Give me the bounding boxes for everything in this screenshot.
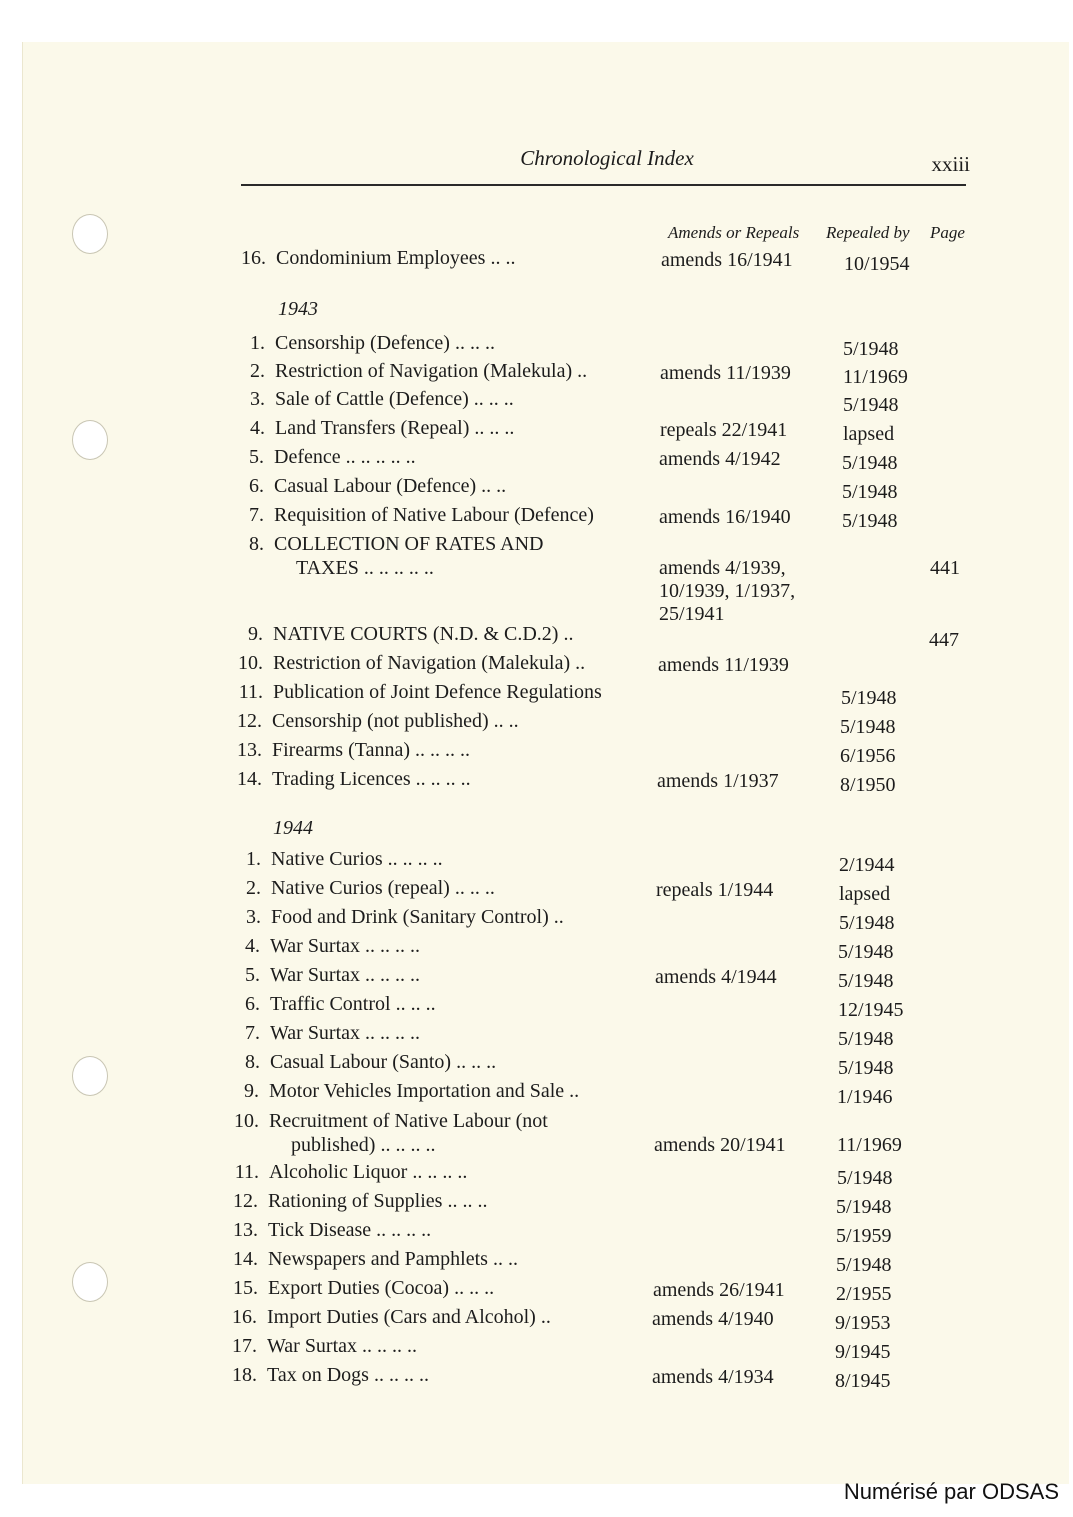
repealed-by: 5/1948: [836, 1254, 892, 1276]
repealed-by: 12/1945: [838, 999, 904, 1021]
amends-or-repeals: amends 11/1939: [660, 362, 791, 384]
leader-dots: .. ..: [487, 1248, 518, 1270]
entry-number: 7.: [249, 504, 264, 526]
entry-title-text: Sale of Cattle (Defence): [275, 388, 469, 410]
entry-title-continued: [291, 1134, 435, 1157]
amends-or-repeals: amends 11/1939: [658, 654, 789, 676]
entry-title: [275, 388, 514, 411]
repealed-by: 5/1948: [842, 510, 898, 532]
entry-number: 5.: [249, 446, 264, 468]
entry-number: 5.: [245, 964, 260, 986]
leader-dots: ..: [548, 906, 564, 928]
entry-title: [275, 332, 495, 355]
entry-title-text: War Surtax: [270, 1022, 361, 1044]
entry-number: 10.: [234, 1110, 259, 1132]
leader-dots: .. .. .. ..: [371, 1219, 432, 1241]
entry-title-text: Casual Labour (Defence): [274, 475, 477, 497]
repealed-by: 6/1956: [840, 745, 896, 767]
repealed-by: 9/1953: [835, 1312, 891, 1334]
repealed-by: 5/1948: [837, 1167, 893, 1189]
entry-number: 12.: [237, 710, 262, 732]
entry-number: 8.: [245, 1051, 260, 1073]
leader-dots: .. .. ..: [469, 417, 515, 439]
column-header-amends: Amends or Repeals: [668, 223, 800, 242]
index-entry: [0, 1335, 1073, 1363]
page-reference: 441: [930, 557, 960, 579]
entry-title: [267, 1335, 417, 1358]
repealed-by: 5/1948: [838, 941, 894, 963]
repealed-by: 10/1954: [844, 253, 910, 275]
entry-number: 15.: [233, 1277, 258, 1299]
index-entry: [0, 1161, 1073, 1189]
entry-title-text: War Surtax: [267, 1335, 358, 1357]
entry-number: 3.: [246, 906, 261, 928]
entry-title-text: Import Duties (Cars and Alcohol): [267, 1306, 536, 1328]
leader-dots: .. .. .. ..: [360, 935, 421, 957]
entry-title: [272, 739, 470, 762]
entry-number: 16.: [232, 1306, 257, 1328]
digitization-credit: Numérisé par ODSAS: [843, 1479, 1059, 1504]
year-heading: 1943: [278, 298, 318, 320]
column-header-repealed-by: Repealed by: [826, 223, 910, 242]
leader-dots: ..: [570, 652, 586, 674]
entry-title-text: Native Curios: [271, 848, 383, 870]
entry-number: 12.: [233, 1190, 258, 1212]
entry-title-text: TAXES: [296, 557, 359, 579]
index-entry: [0, 739, 1073, 767]
index-entry: [0, 906, 1073, 934]
repealed-by: 5/1948: [838, 1028, 894, 1050]
entry-title-text: Food and Drink (Sanitary Control): [271, 906, 549, 928]
amends-or-repeals-continued: 25/1941: [659, 603, 725, 625]
leader-dots: .. .. .. ..: [382, 848, 443, 870]
entry-number: 18.: [232, 1364, 257, 1386]
index-entry: [0, 623, 1073, 651]
year-heading: 1944: [273, 817, 313, 839]
entry-title: [269, 1161, 467, 1184]
repealed-by: 9/1945: [835, 1341, 891, 1363]
entry-title: [268, 1219, 431, 1242]
index-entry: [0, 1306, 1073, 1334]
entry-title: [268, 1277, 494, 1300]
index-entry: [0, 247, 1073, 275]
index-entry: [0, 964, 1073, 992]
entry-number: 9.: [244, 1080, 259, 1102]
leader-dots: .. .. .. ..: [360, 964, 421, 986]
entry-number: 13.: [237, 739, 262, 761]
entry-title-text: Censorship (Defence): [275, 332, 450, 354]
leader-dots: ..: [564, 1080, 580, 1102]
index-entry: [0, 877, 1073, 905]
repealed-by: 2/1944: [839, 854, 895, 876]
entry-number: 6.: [245, 993, 260, 1015]
index-entry: [0, 1110, 1073, 1156]
entry-title-text: Firearms (Tanna): [272, 739, 410, 761]
entry-title: [270, 1022, 420, 1045]
leader-dots: ..: [572, 360, 588, 382]
repealed-by: 5/1948: [838, 970, 894, 992]
entry-title-text: Defence: [274, 446, 341, 468]
entry-title-text: War Surtax: [270, 935, 361, 957]
entry-title-text: Newspapers and Pamphlets: [268, 1248, 488, 1270]
entry-title-text: Land Transfers (Repeal): [275, 417, 470, 439]
entry-title-text: Tick Disease: [268, 1219, 372, 1241]
entry-title-text: Publication of Joint Defence Regulations: [273, 681, 602, 703]
column-header-page: Page: [930, 223, 965, 242]
leader-dots: ..: [558, 623, 574, 645]
leader-dots: .. .. .. ..: [375, 1134, 436, 1156]
entry-number: 2.: [250, 360, 265, 382]
entry-number: 4.: [250, 417, 265, 439]
index-entry: [0, 533, 1073, 625]
amends-or-repeals: repeals 22/1941: [660, 419, 788, 441]
leader-dots: .. .. .. .. ..: [358, 557, 434, 579]
leader-dots: .. .. .. ..: [410, 739, 470, 761]
entry-title-text: Casual Labour (Santo): [270, 1051, 452, 1073]
entry-number: 13.: [233, 1219, 258, 1241]
index-entry: [0, 1277, 1073, 1305]
repealed-by: 8/1945: [835, 1370, 891, 1392]
entry-number: 14.: [237, 768, 262, 790]
index-entry: [0, 504, 1073, 532]
leader-dots: .. .. ..: [468, 388, 514, 410]
entry-number: 4.: [245, 935, 260, 957]
index-entry: [0, 1248, 1073, 1276]
index-entry: [0, 446, 1073, 474]
entry-number: 17.: [232, 1335, 257, 1357]
index-entry: [0, 1364, 1073, 1392]
entry-title: [271, 877, 495, 900]
leader-dots: .. ..: [488, 710, 519, 732]
entry-title-text: Condominium Employees: [276, 247, 486, 269]
entry-title: [272, 768, 471, 791]
leader-dots: ..: [535, 1306, 551, 1328]
entry-number: 1.: [246, 848, 261, 870]
entry-title: [269, 1080, 579, 1103]
entry-number: 11.: [238, 681, 263, 703]
repealed-by: 1/1946: [837, 1086, 893, 1108]
entry-title: [267, 1364, 429, 1387]
leader-dots: .. ..: [476, 475, 507, 497]
index-entry: [0, 475, 1073, 503]
repealed-by: 2/1955: [836, 1283, 892, 1305]
leader-dots: .. .. .. ..: [410, 768, 471, 790]
entry-title-text: Trading Licences: [272, 768, 411, 790]
amends-or-repeals: amends 16/1941: [661, 249, 793, 271]
leader-dots: .. .. ..: [390, 993, 436, 1015]
entry-title: [274, 504, 594, 527]
entry-title-text: Restriction of Navigation (Malekula): [273, 652, 571, 674]
entry-title-text: published): [291, 1134, 376, 1156]
index-entry: [0, 360, 1073, 388]
entry-title: [270, 964, 420, 987]
entry-number: 14.: [233, 1248, 258, 1270]
entry-number: 16.: [241, 247, 266, 269]
entry-title: [270, 1051, 496, 1074]
entry-title: [274, 475, 506, 498]
entry-title-text: Requisition of Native Labour (Defence): [274, 504, 594, 526]
repealed-by: 5/1948: [841, 687, 897, 709]
repealed-by: 5/1948: [842, 481, 898, 503]
entry-title: [271, 906, 564, 929]
index-entry: [0, 332, 1073, 360]
repealed-by: lapsed: [843, 423, 895, 445]
page-reference: 447: [929, 629, 959, 651]
entry-title: [269, 1110, 548, 1133]
repealed-by: lapsed: [839, 883, 891, 905]
repealed-by: 5/1948: [843, 394, 899, 416]
entry-title-text: Motor Vehicles Importation and Sale: [269, 1080, 565, 1102]
entry-title: [268, 1190, 487, 1213]
entry-title: [273, 652, 585, 675]
repealed-by: 8/1950: [840, 774, 896, 796]
entry-title-text: NATIVE COURTS (N.D. & C.D.2): [273, 623, 559, 645]
index-entry: [0, 935, 1073, 963]
repealed-by: 5/1948: [842, 452, 898, 474]
repealed-by: 5/1948: [840, 716, 896, 738]
page-number: xxiii: [931, 152, 970, 176]
leader-dots: .. ..: [485, 247, 516, 269]
repealed-by: 5/1948: [843, 338, 899, 360]
repealed-by: 5/1948: [838, 1057, 894, 1079]
leader-dots: .. .. ..: [449, 332, 495, 354]
entry-title-text: War Surtax: [270, 964, 361, 986]
leader-dots: .. .. .. ..: [368, 1364, 429, 1386]
entry-title: [276, 247, 515, 270]
amends-or-repeals-continued: 10/1939, 1/1937,: [659, 580, 796, 602]
running-head-title: Chronological Index: [520, 146, 694, 170]
entry-title: [274, 533, 543, 556]
entry-number: 2.: [246, 877, 261, 899]
index-entry: [0, 768, 1073, 796]
entry-title: [271, 848, 443, 871]
leader-dots: .. .. .. ..: [407, 1161, 468, 1183]
entry-title: [270, 935, 420, 958]
amends-or-repeals: amends 4/1944: [655, 966, 777, 988]
entry-number: 6.: [249, 475, 264, 497]
leader-dots: .. .. ..: [442, 1190, 488, 1212]
index-entry: [0, 993, 1073, 1021]
leader-dots: .. .. ..: [451, 1051, 497, 1073]
repealed-by: 5/1948: [836, 1196, 892, 1218]
entry-title: [274, 446, 416, 469]
entry-title-text: Alcoholic Liquor: [269, 1161, 408, 1183]
index-entry: [0, 388, 1073, 416]
entry-title-text: Restriction of Navigation (Malekula): [275, 360, 573, 382]
entry-title-text: Export Duties (Cocoa): [268, 1277, 450, 1299]
entry-title: [267, 1306, 551, 1329]
entry-title-text: Rationing of Supplies: [268, 1190, 443, 1212]
index-entry: [0, 1022, 1073, 1050]
repealed-by: 11/1969: [843, 366, 908, 388]
index-entry: [0, 681, 1073, 709]
amends-or-repeals: amends 20/1941: [654, 1134, 786, 1156]
entry-title-text: Recruitment of Native Labour (not: [269, 1110, 548, 1132]
entry-title: [275, 417, 514, 440]
entry-title: [275, 360, 587, 383]
entry-title: [268, 1248, 518, 1271]
entry-number: 10.: [238, 652, 263, 674]
leader-dots: .. .. ..: [449, 1277, 495, 1299]
index-entry: [0, 1190, 1073, 1218]
amends-or-repeals: amends 26/1941: [653, 1279, 785, 1301]
header-rule: [241, 184, 966, 186]
index-entry: [0, 1219, 1073, 1247]
entry-title: [272, 710, 519, 733]
entry-title-text: COLLECTION OF RATES AND: [274, 533, 544, 555]
entry-title-text: Censorship (not published): [272, 710, 489, 732]
leader-dots: .. .. ..: [449, 877, 495, 899]
amends-or-repeals: amends 4/1940: [652, 1308, 774, 1330]
amends-or-repeals: amends 4/1942: [659, 448, 781, 470]
entry-title: [270, 993, 436, 1016]
amends-or-repeals: amends 4/1934: [652, 1366, 774, 1388]
amends-or-repeals: amends 1/1937: [657, 770, 779, 792]
entry-number: 8.: [249, 533, 264, 555]
index-entry: [0, 1080, 1073, 1108]
amends-or-repeals: repeals 1/1944: [656, 879, 774, 901]
leader-dots: .. .. .. .. ..: [340, 446, 416, 468]
entry-number: 11.: [234, 1161, 259, 1183]
entry-title-text: Native Curios (repeal): [271, 877, 450, 899]
index-entry: [0, 710, 1073, 738]
entry-title: [273, 681, 602, 704]
repealed-by: 11/1969: [837, 1134, 902, 1156]
entry-title-text: Traffic Control: [270, 993, 391, 1015]
amends-or-repeals: amends 16/1940: [659, 506, 791, 528]
index-entry: [0, 1051, 1073, 1079]
entry-number: 1.: [250, 332, 265, 354]
repealed-by: 5/1948: [839, 912, 895, 934]
entry-title-text: Tax on Dogs: [267, 1364, 369, 1386]
entry-title-continued: [296, 557, 434, 580]
index-entry: [0, 417, 1073, 445]
repealed-by: 5/1959: [836, 1225, 892, 1247]
index-entry: [0, 848, 1073, 876]
entry-number: 9.: [248, 623, 263, 645]
leader-dots: .. .. .. ..: [360, 1022, 421, 1044]
leader-dots: .. .. .. ..: [357, 1335, 418, 1357]
entry-number: 7.: [245, 1022, 260, 1044]
entry-number: 3.: [250, 388, 265, 410]
entry-title: [273, 623, 573, 646]
amends-or-repeals: amends 4/1939,: [659, 557, 786, 579]
index-entry: [0, 652, 1073, 680]
